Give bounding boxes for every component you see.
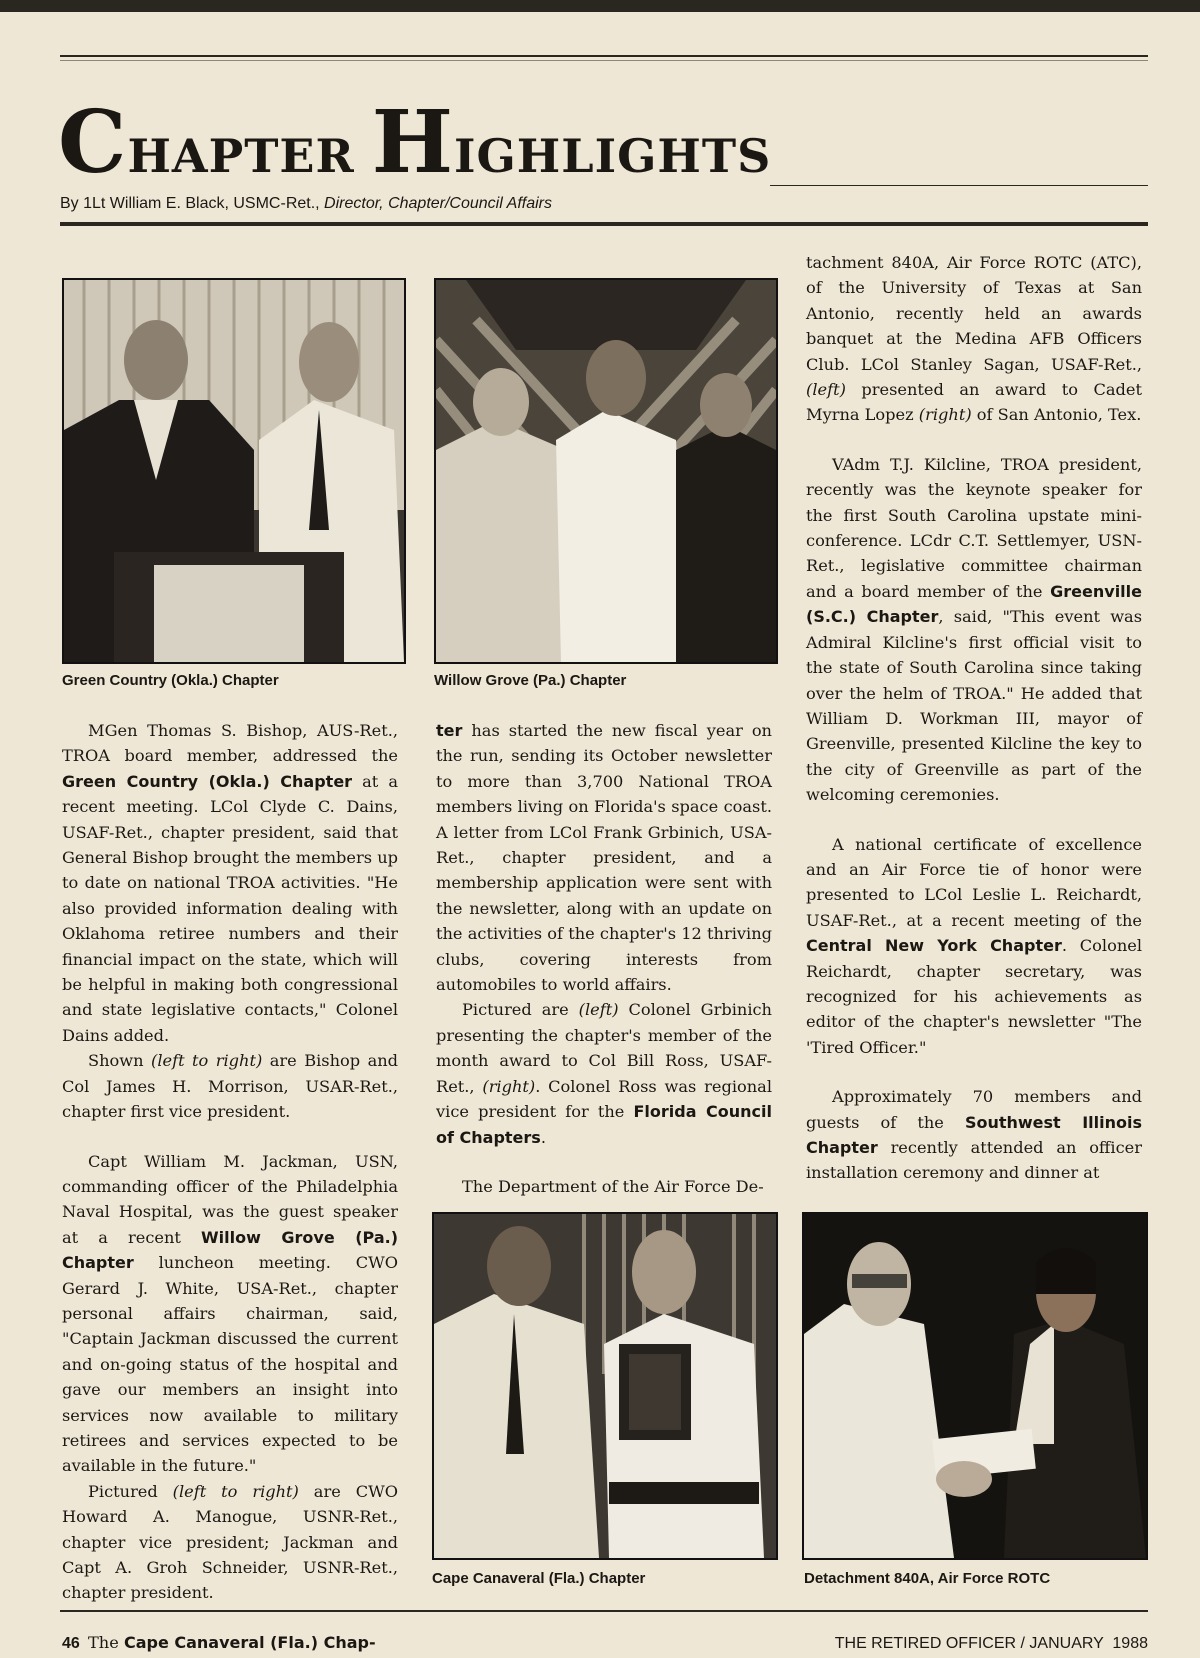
caption-willow-grove: Willow Grove (Pa.) Chapter — [434, 672, 627, 689]
top-edge-band — [0, 0, 1200, 12]
paragraph: Shown (left to right) are Bishop and Col James H. Morrison, USAR-Ret., chapter first vice president. — [62, 1051, 399, 1122]
byline-rule — [60, 222, 1148, 226]
chapter-name: Willow Grove (Pa.) Chapter — [62, 1227, 399, 1273]
publication-footer: THE RETIRED OFFICER / JANUARY 1988 — [834, 1635, 1148, 1652]
photo-green-country — [62, 278, 406, 664]
paragraph: Capt William M. Jackman, USN, commanding officer of the Philadelphia Naval Hospital, was the guest speaker at a recent Willow Grove (Pa.) Chapter luncheon meeting. CWO Gerard J. White, USA-Ret., chapter personal affairs chairman, said, "Captain Jackman discussed the current and on-going status of the hospital and gave our members an insight into services now available to military retirees and services expected to be available in the future." — [62, 1151, 399, 1476]
chapter-name: Florida Council of Chapters — [436, 1102, 772, 1147]
paragraph: MGen Thomas S. Bishop, AUS-Ret., TROA board member, addressed the Green Country (Okla.) Chapter at a recent meeting. LCol Clyde C. Dains, USAF-Ret., chapter president, said that General Bishop brought the members up to date on national TROA activities. "He also provided information dealing with Oklahoma retiree numbers and their financial impact on the state, which will be helpful in making both congressional and state legislative contacts," Colonel Dains added. — [62, 721, 398, 1045]
paragraph: tachment 840A, Air Force ROTC (ATC), of the University of Texas at San Antonio, recently held an awards banquet at the Medina AFB Officers Club. LCol Stanley Sagan, USAF-Ret., (left) presented an award to Cadet Myrna Lopez (right) of San Antonio, Tex. — [806, 253, 1142, 425]
paragraph: Pictured (left to right) are CWO Howard A. Manogue, USNR-Ret., chapter vice president; Jackman and Capt A. Groh Schneider, USNR-Ret., chapter president. — [62, 1481, 398, 1603]
caption-cape-canaveral: Cape Canaveral (Fla.) Chapter — [432, 1570, 646, 1587]
paragraph: A national certificate of excellence and an Air Force tie of honor were presented to LCol Leslie L. Reichardt, USAF-Ret., at a recent meeting of the Central New York Chapter. Colonel Reichardt, chapter secretary, was recognized for his achievements as editor of the chapter's newsletter "The 'Tired Officer." — [806, 834, 1143, 1057]
paragraph: Approximately 70 members and guests of the Southwest Illinois Chapter recently attended an officer installation ceremony and dinner at — [806, 1087, 1142, 1183]
chapter-name: Greenville (S.C.) Chapter — [806, 581, 1142, 627]
column-3 — [806, 250, 1142, 1186]
page-number: 46 — [62, 1635, 80, 1652]
chapter-name: Cape Canaveral (Fla.) Chap- — [123, 1632, 376, 1652]
paragraph: ter has started the new fiscal year on the run, sending its October newsletter to more than 3,700 National TROA members living on Florida's space coast. A letter from LCol Frank Grbinich, USA-Ret., chapter president, and a membership application were sent with the newsletter, along with an update on the activities of the chapter's 12 thriving clubs, covering interests from automobiles to world affairs. — [436, 721, 772, 995]
byline: By 1Lt William E. Black, USMC-Ret., Director, Chapter/Council Affairs — [60, 195, 552, 212]
photo-willow-grove — [434, 278, 778, 664]
caption-detachment-840a: Detachment 840A, Air Force ROTC — [804, 1570, 1051, 1587]
chapter-name: Southwest Illinois Chapter — [806, 1112, 1142, 1157]
page-title: CHAPTER HIGHLIGHTS — [58, 92, 772, 193]
top-rule — [60, 55, 1148, 57]
chapter-name: Central New York Chapter — [806, 936, 1062, 956]
caption-green-country: Green Country (Okla.) Chapter — [62, 672, 279, 689]
top-rule-thin — [60, 60, 1148, 61]
column-2 — [436, 718, 772, 1199]
paragraph: Pictured are (left) Colonel Grbinich presenting the chapter's member of the month award to Col Bill Ross, USAF-Ret., (right). Colonel Ross was regional vice president for the Florida Council of Chapters. — [436, 1000, 773, 1147]
paragraph: The Department of the Air Force De- — [462, 1176, 764, 1196]
column-1 — [62, 718, 398, 1655]
title-rule — [770, 185, 1148, 186]
chapter-name: ter — [436, 721, 463, 740]
photo-cape-canaveral — [432, 1212, 778, 1560]
chapter-name: Green Country (Okla.) Chapter — [62, 771, 353, 791]
photo-detachment-840a — [802, 1212, 1148, 1560]
paragraph: VAdm T.J. Kilcline, TROA president, recently was the keynote speaker for the first South Carolina upstate mini-conference. LCdr C.T. Settlemyer, USN-Ret., legislative committee chairman and a board member of the Greenville (S.C.) Chapter, said, "This event was Admiral Kilcline's first official visit to the state of South Carolina since taking over the helm of TROA." He added that William D. Workman III, mayor of Greenville, presented Kilcline the key to the city of Greenville as part of the welcoming ceremonies. — [806, 454, 1143, 805]
paragraph: The Cape Canaveral (Fla.) Chap- — [88, 1632, 376, 1652]
footer-rule — [60, 1610, 1148, 1612]
